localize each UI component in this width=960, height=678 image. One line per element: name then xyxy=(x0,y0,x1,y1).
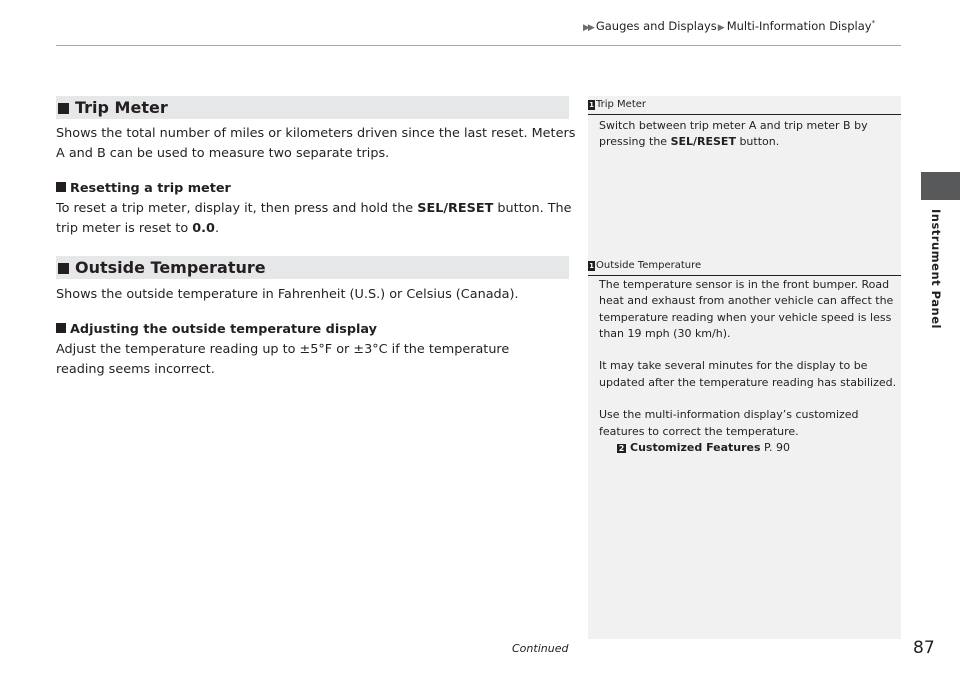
note-title-outside-temperature xyxy=(588,258,901,276)
note-para-3: Use the multi-information display’s customized features to correct the temperature. xyxy=(599,408,859,438)
trip-meter-body xyxy=(56,124,576,239)
instr-text: . xyxy=(214,221,220,236)
reset-value: 0.0 xyxy=(192,221,215,236)
breadcrumb xyxy=(583,19,875,33)
button-name: SEL/RESET xyxy=(417,201,494,216)
section-header-trip-meter xyxy=(56,96,569,119)
outside-temp-instructions: Adjust the temperature reading up to ±5°F or ±3°C if the temperature reading seems incorrect. xyxy=(56,342,510,377)
section-title: Outside Temperature xyxy=(75,258,266,277)
outside-temp-description: Shows the outside temperature in Fahrenheit (U.S.) or Celsius (Canada). xyxy=(56,287,519,302)
chapter-tab xyxy=(921,172,960,200)
note-title-text: Trip Meter xyxy=(596,99,647,110)
breadcrumb-mid[interactable]: Multi-Information Display xyxy=(726,19,872,33)
section-header-outside-temperature xyxy=(56,256,569,279)
subheading-text: Resetting a trip meter xyxy=(70,181,231,196)
note-text: Switch between trip meter A and trip meter B by pressing the SEL/RESET button. xyxy=(599,119,868,149)
square-bullet-icon xyxy=(58,263,69,274)
note-para-2: It may take several minutes for the display to be updated after the temperature reading has stabilized. xyxy=(599,359,897,389)
header-rule xyxy=(56,45,901,46)
instr-text: To reset a trip meter, display it, then press and hold the xyxy=(56,201,418,216)
trip-meter-description: Shows the total number of miles or kilometers driven since the last reset. Meters A and B can be used to measure two separate trips. xyxy=(56,126,576,161)
note-title-trip-meter xyxy=(588,97,901,115)
section-title: Trip Meter xyxy=(75,98,168,117)
subheading-adjusting xyxy=(56,320,576,340)
chapter-label: Instrument Panel xyxy=(929,209,943,329)
square-bullet-icon xyxy=(56,182,66,192)
cross-reference-icon: 2 xyxy=(618,443,625,453)
subheading-resetting xyxy=(56,179,576,199)
note-marker-icon: 1 xyxy=(589,262,594,270)
continued-label: Continued xyxy=(512,642,569,655)
button-name: SEL/RESET xyxy=(670,135,736,149)
note-marker-icon: 1 xyxy=(589,101,594,109)
note-trip-meter xyxy=(599,118,897,151)
page-number: 87 xyxy=(913,638,935,658)
outside-temp-body xyxy=(56,285,576,380)
note-title-text: Outside Temperature xyxy=(596,260,702,271)
trip-meter-instructions xyxy=(56,199,576,239)
subheading-text: Adjusting the outside temperature display xyxy=(70,322,377,337)
note-para-1: The temperature sensor is in the front bumper. Road heat and exhaust from another vehicle can affect the temperature reading when your vehicle speed is less than 19 mph (30 km/h). xyxy=(599,278,894,340)
square-bullet-icon xyxy=(56,323,66,333)
note-outside-temperature xyxy=(599,277,897,456)
breadcrumb-gauges[interactable]: Gauges and Displays xyxy=(595,19,717,33)
instr-text: button. The trip meter is reset to xyxy=(56,201,572,236)
double-arrow-icon: ▶▶ xyxy=(583,23,593,33)
xref-page[interactable]: P. 90 xyxy=(764,440,790,454)
asterisk: * xyxy=(871,19,876,28)
arrow-icon: ▶ xyxy=(717,23,725,33)
square-bullet-icon xyxy=(58,103,69,114)
cross-reference[interactable] xyxy=(599,440,897,456)
xref-label[interactable]: Customized Features xyxy=(630,440,761,454)
